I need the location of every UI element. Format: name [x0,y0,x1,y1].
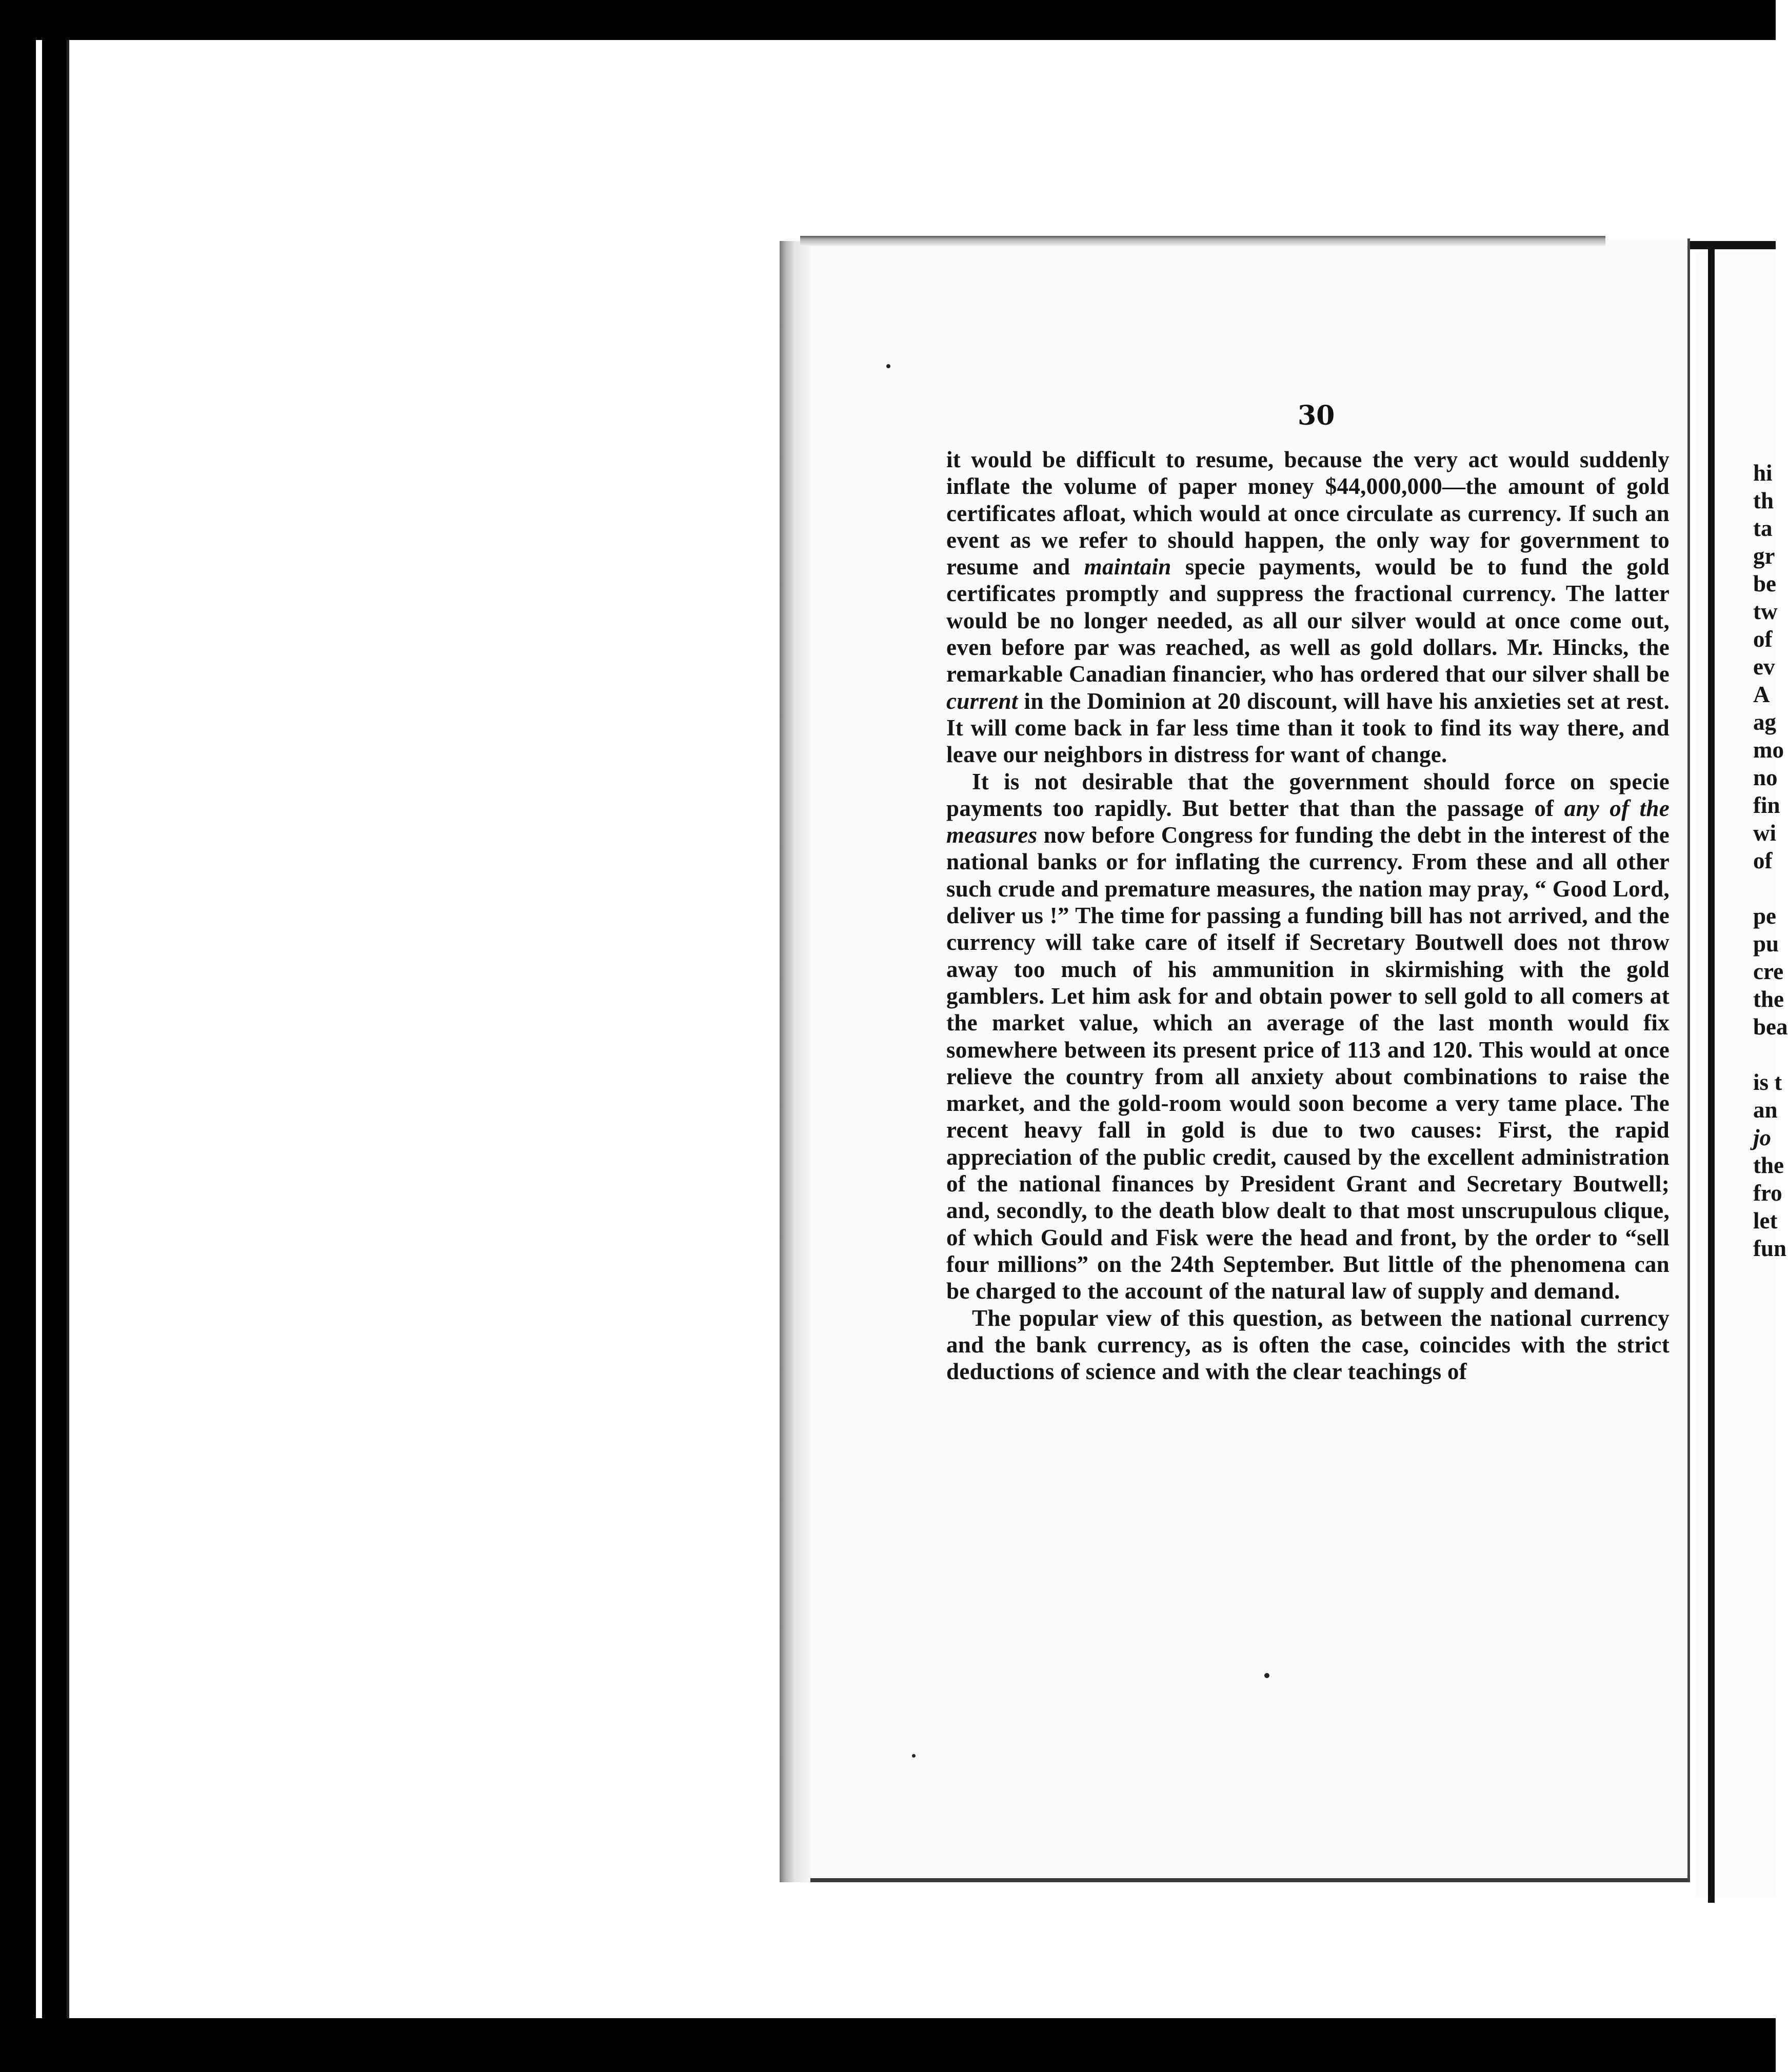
facing-line-fragment: th [1753,488,1774,513]
facing-line-fragment: an [1753,1097,1778,1123]
facing-line-fragment: fun [1753,1236,1787,1261]
facing-line-fragment: pu [1753,931,1779,957]
scan-speck [886,364,890,368]
scan-speck [912,1754,916,1758]
text-run: The popular view of this question, as between the national currency and the bank currency, as is often the case, coincides with the strict deductions of science and with the clear teachings of [946,1305,1670,1385]
facing-line-fragment: is t [1753,1069,1782,1095]
facing-line-fragment: bea [1753,1014,1788,1040]
facing-page-gutter-rule [1708,241,1715,1903]
page-body-text [946,446,1670,1636]
facing-line-fragment: A [1753,682,1770,707]
page-number: 30 [1298,400,1335,431]
scan-border-left-line [67,40,69,2018]
text-run: it would be difficult to resume, because the very act would suddenly inflate the volume of paper money $44,000,000—the amount of gold certificates afloat, which would at once circulate as currency. If such an event as we refer to should happen, the only way for government to resume and [946,447,1670,580]
scan-border-top [0,0,1776,40]
facing-line-fragment: of [1753,626,1773,652]
facing-line-fragment: gr [1753,543,1775,569]
facing-line-fragment: tw [1753,599,1778,624]
scan-border-left-inner [42,40,67,2018]
facing-line-fragment: let [1753,1208,1778,1233]
text-run: specie payments, would be to fund the gold certificates promptly and suppress the fractional currency. The latter would be no longer needed, as all our silver would at once come out, even before par was reached, as well as gold dollars. Mr. Hincks, the remarkable Canadian financier, who has ordered that our silver shall be [946,554,1670,687]
facing-page-text-fragments [1753,459,1788,1262]
facing-line-fragment: wi [1753,820,1776,846]
facing-line-fragment: of [1753,848,1773,873]
facing-line-fragment: pe [1753,903,1776,929]
facing-line-fragment: ta [1753,515,1773,541]
facing-line-fragment: mo [1753,737,1784,763]
facing-line-fragment [1753,1041,1788,1068]
scan-border-bottom [0,2018,1776,2072]
facing-line-fragment: fin [1753,792,1780,818]
facing-line-fragment: hi [1753,460,1773,486]
facing-line-fragment [1753,874,1788,902]
scan-speck [1264,1673,1269,1678]
facing-line-fragment: be [1753,571,1776,596]
facing-line-fragment: the [1753,986,1784,1012]
italic-run: maintain [1084,554,1171,580]
facing-line-fragment: fro [1753,1180,1782,1206]
italic-run: any of the measures [946,795,1670,848]
page-top-edge [800,236,1605,246]
text-run: now before Congress for funding the debt in the interest of the national banks or for inflating the currency. From these and all other such crude and premature measures, the nation may pray, “ Good Lord, deliver us !” The time for passing a funding bill has not arrived, and the currency will take care of itself if Secretary Boutwell does not throw away too much of his ammunition in skirmishing with the gold gamblers. Let him ask for and obtain power to sell gold to all comers at the market value, which an average of the last month would fix somewhere between its present price of 113 and 120. This would at once relieve the country from all anxiety about combinations to raise the market, and the gold-room would soon become a very tame place. The recent heavy fall in gold is due to two causes: First, the rapid appreciation of the public credit, caused by the excellent administration of the national finances by President Grant and Secretary Boutwell; and, secondly, to the death blow dealt to that most unscrupulous clique, of which Gould and Fisk were the head and front, by the order to “sell four millions” on the 24th September. But little of the phenomena can be charged to the account of the natural law of supply and demand. [946,822,1670,1304]
paragraph [946,1305,1670,1385]
paragraph [946,446,1670,768]
text-run: It is not desirable that the government should force on specie payments too rapidly. But better that than the passage of [946,768,1670,821]
page-gutter-shadow [780,241,810,1882]
scan-border-gap [36,40,42,2018]
facing-line-fragment: jo [1753,1125,1772,1150]
facing-line-fragment: the [1753,1152,1784,1178]
scan-border-left [0,0,36,2072]
facing-line-fragment: ev [1753,654,1775,680]
italic-run: current [946,688,1018,714]
facing-line-fragment: no [1753,765,1778,790]
facing-line-fragment: cre [1753,959,1784,984]
facing-line-fragment: ag [1753,709,1776,735]
text-run: in the Dominion at 20 discount, will have his anxieties set at rest. It will come back in far less time than it took to find its way there, and leave our neighbors in distress for want of change. [946,688,1670,768]
paragraph [946,768,1670,1305]
